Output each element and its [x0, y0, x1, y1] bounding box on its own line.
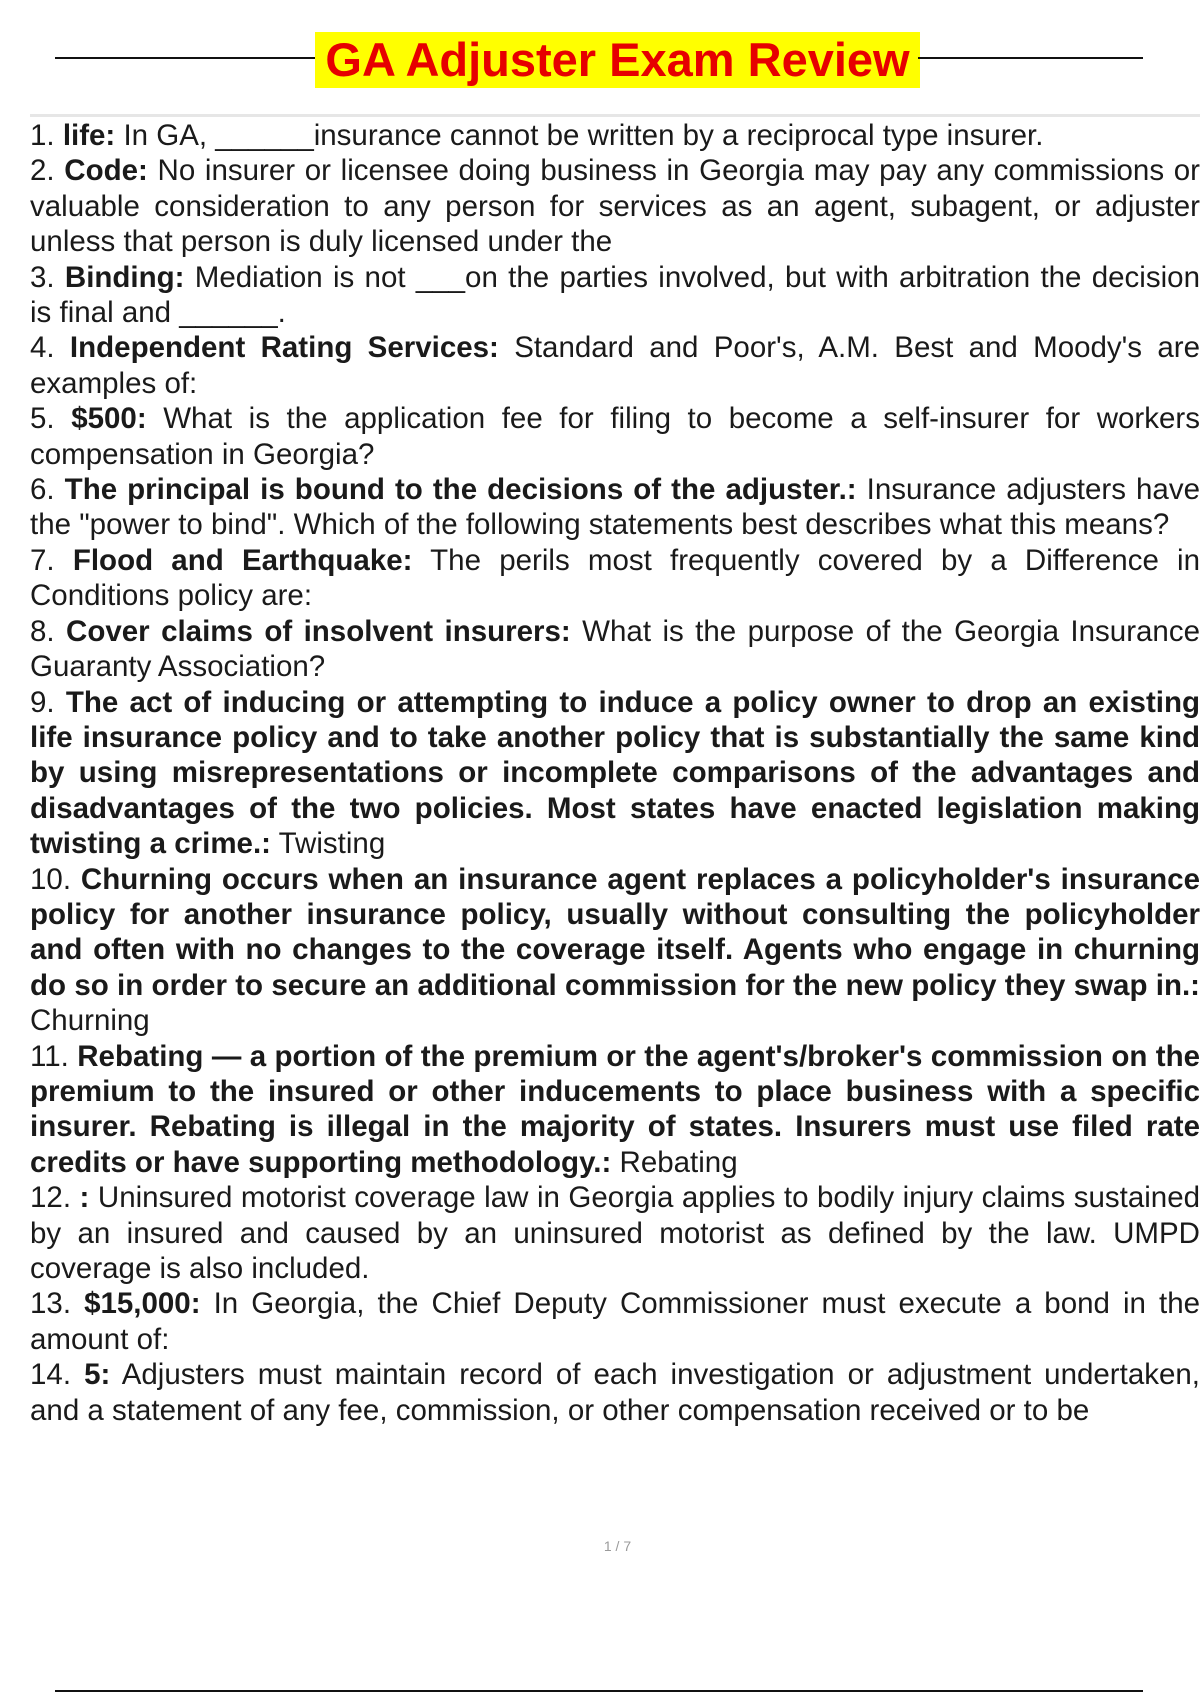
item-question: Twisting: [278, 827, 386, 861]
item-answer: $500:: [71, 402, 147, 436]
list-item: [30, 260, 1200, 331]
list-item: [30, 1286, 1200, 1357]
item-question: No insurer or licensee doing business in Georgia may pay any commissions or valuable consideration to any person for services as an agent, subagent, or adjuster unless that person is duly licensed under the: [30, 154, 1200, 259]
item-answer: Independent Rating Services:: [69, 331, 499, 365]
item-answer: Cover claims of insolvent insurers:: [66, 614, 571, 648]
item-number: 11.: [30, 1039, 69, 1073]
list-item: [30, 685, 1200, 862]
list-item: [30, 330, 1200, 401]
item-number: 10.: [30, 862, 72, 896]
footer-rule: [55, 1690, 1143, 1692]
item-answer: 5:: [84, 1358, 111, 1392]
item-answer: The principal is bound to the decisions of the adjuster.:: [64, 473, 857, 507]
list-item: [30, 862, 1200, 1039]
item-question: Standard and Poor's, A.M. Best and Moody's are examples of:: [30, 331, 1200, 400]
list-item: [30, 153, 1200, 259]
question-list: [30, 118, 1200, 1478]
item-number: 9.: [30, 685, 55, 719]
list-item: [30, 1180, 1200, 1286]
item-answer: Churning occurs when an insurance agent replaces a policyholder's insurance policy for another insurance policy, usually without consulting the policyholder and often with no changes to the coverage itself. Agents who engage in churning do so in order to secure an additional commission for the new policy they swap in.:: [30, 862, 1200, 1002]
item-question: In Georgia, the Chief Deputy Commissioner must execute a bond in the amount of:: [30, 1287, 1200, 1356]
document-header: [0, 0, 1200, 100]
item-number: 2.: [30, 154, 55, 188]
title-rule-left: [55, 57, 317, 59]
item-question: What is the purpose of the Georgia Insurance Guaranty Association?: [30, 614, 1200, 684]
item-answer: Rebating — a portion of the premium or the agent's/broker's commission on the premium to the insured or other inducements to place business with a specific insurer. Rebating is illegal in the majority of states. Insurers must use filed rate credits or have supporting methodology.:: [30, 1039, 1200, 1179]
item-answer: Code:: [64, 154, 148, 188]
item-answer: Binding:: [64, 260, 185, 294]
item-answer: :: [79, 1181, 90, 1215]
item-question: What is the application fee for filing to become a self-insurer for workers compensation in Georgia?: [30, 402, 1200, 471]
item-answer: $15,000:: [84, 1287, 201, 1321]
list-item: [30, 543, 1200, 614]
item-number: 5.: [30, 402, 55, 436]
item-number: 8.: [30, 614, 55, 648]
item-number: 1.: [30, 119, 55, 152]
title-rule-right: [918, 57, 1143, 59]
item-question: Adjusters must maintain record of each investigation or adjustment undertaken, and a statement of any fee, commission, or other compensation received or to be: [30, 1358, 1200, 1427]
item-question: Insurance adjusters have the "power to bind". Which of the following statements best describes what this means?: [30, 473, 1200, 542]
list-item: [30, 118, 1200, 153]
page-indicator: 1 / 7: [603, 1538, 632, 1554]
item-number: 4.: [30, 331, 55, 365]
item-number: 6.: [30, 473, 55, 507]
document-title: GA Adjuster Exam Review: [315, 32, 920, 88]
item-answer: The act of inducing or attempting to induce a policy owner to drop an existing life insurance policy and to take another policy that is substantially the same kind by using misrepresentations or incomplete comparisons of the advantages and disadvantages of the two policies. Most states have enacted legislation making twisting a crime.:: [30, 685, 1200, 861]
item-answer: Flood and Earthquake:: [72, 543, 413, 577]
item-question: Uninsured motorist coverage law in Georgia applies to bodily injury claims sustained by an insured and caused by an uninsured motorist as defined by the law. UMPD coverage is also included.: [30, 1181, 1200, 1285]
item-number: 14.: [30, 1358, 72, 1392]
item-number: 7.: [30, 543, 55, 577]
item-question: Churning: [30, 1004, 150, 1038]
list-item: [30, 472, 1200, 543]
item-question: The perils most frequently covered by a Difference in Conditions policy are:: [30, 543, 1200, 613]
list-item: [30, 614, 1200, 685]
item-number: 3.: [30, 260, 55, 294]
item-question: Mediation is not ___on the parties involved, but with arbitration the decision is final and ______.: [30, 260, 1200, 330]
list-item: [30, 401, 1200, 472]
item-question: Rebating: [619, 1145, 738, 1179]
item-number: 12.: [30, 1181, 72, 1215]
list-item: [30, 1039, 1200, 1181]
header-divider: [30, 114, 1200, 117]
item-number: 13.: [30, 1287, 72, 1321]
item-question: In GA, ______insurance cannot be written by a reciprocal type insurer.: [123, 119, 1044, 152]
list-item: [30, 1357, 1200, 1428]
item-answer: life:: [62, 119, 116, 152]
